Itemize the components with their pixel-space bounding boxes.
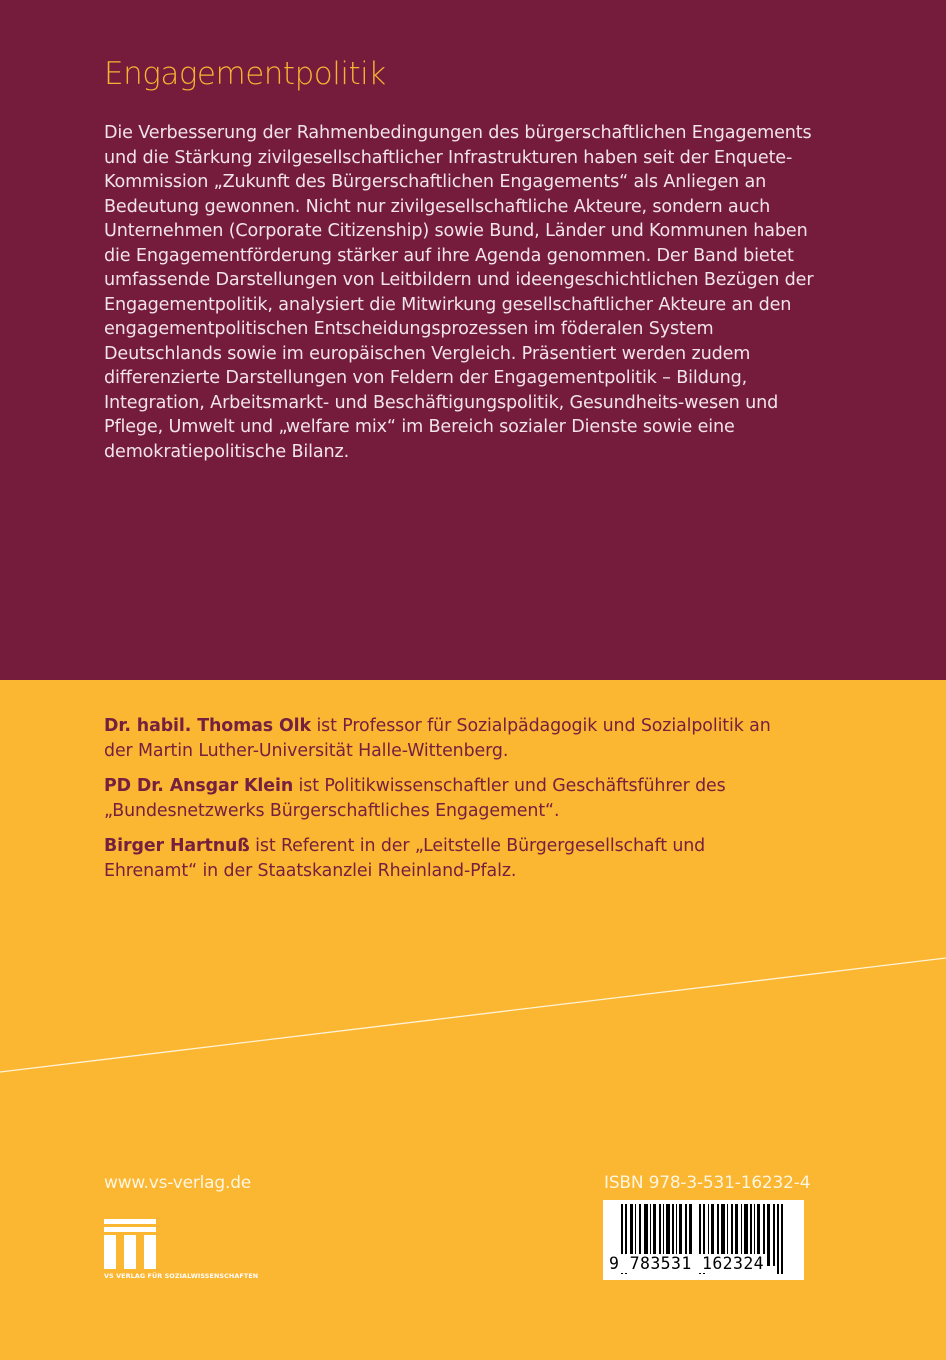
publisher-name: VS VERLAG FÜR SOZIALWISSENSCHAFTEN [104,1272,259,1280]
vs-verlag-logo-icon [104,1219,156,1269]
author-bio-olk [104,714,784,763]
author-text: ist Referent in der „Leitstelle Bürgergesellschaft und Ehrenamt“ in der Staatskanzlei Rheinland-Pfalz. [104,836,706,881]
isbn-number: ISBN 978-3-531-16232-4 [604,1173,811,1193]
author-bios [104,714,784,894]
book-title: Engagementpolitik [104,56,386,92]
author-name: Birger Hartnuß [104,836,250,856]
author-text: ist Politikwissenschaftler und Geschäftsführer des „Bundesnetzwerks Bürgerschaftliches Engagement“. [104,776,726,821]
barcode-digits: 9 783531 162324 [609,1254,765,1273]
author-bio-klein [104,774,784,823]
book-description: Die Verbesserung der Rahmenbedingungen des bürgerschaftlichen Engagements und die Stärkung zivilgesellschaftlicher Infrastrukturen haben seit der Enquete-Kommission „Zukunft des Bürgerschaftlichen Engagements“ als Anliegen an Bedeutung gewonnen. Nicht nur zivilgesellschaftliche Akteure, sondern auch Unternehmen (Corporate Citizenship) sowie Bund, Länder und Kommunen haben die Engagementförderung stärker auf ihre Agenda genommen. Der Band bietet umfassende Darstellungen von Leitbildern und ideengeschichtlichen Bezügen der Engagementpolitik, analysiert die Mitwirkung gesellschaftlicher Akteure an den engagementpolitischen Entscheidungsprozessen im föderalen System Deutschlands sowie im europäischen Vergleich. Präsentiert werden zudem differenzierte Darstellungen von Feldern der Engagementpolitik – Bildung, Integration, Arbeitsmarkt- und Beschäftigungspolitik, Gesundheits-wesen und Pflege, Umwelt und „welfare mix“ im Bereich sozialer Dienste sowie eine demokratiepolitische Bilanz. [104,123,814,462]
diagonal-divider-line [0,940,946,1080]
publisher-url: www.vs-verlag.de [104,1173,252,1193]
author-text: ist Professor für Sozialpädagogik und Sozialpolitik an der Martin Luther-Universität Halle-Wittenberg. [104,716,771,761]
barcode [603,1200,804,1280]
author-name: Dr. habil. Thomas Olk [104,716,312,736]
author-bio-hartnuss [104,834,784,883]
author-name: PD Dr. Ansgar Klein [104,776,294,796]
